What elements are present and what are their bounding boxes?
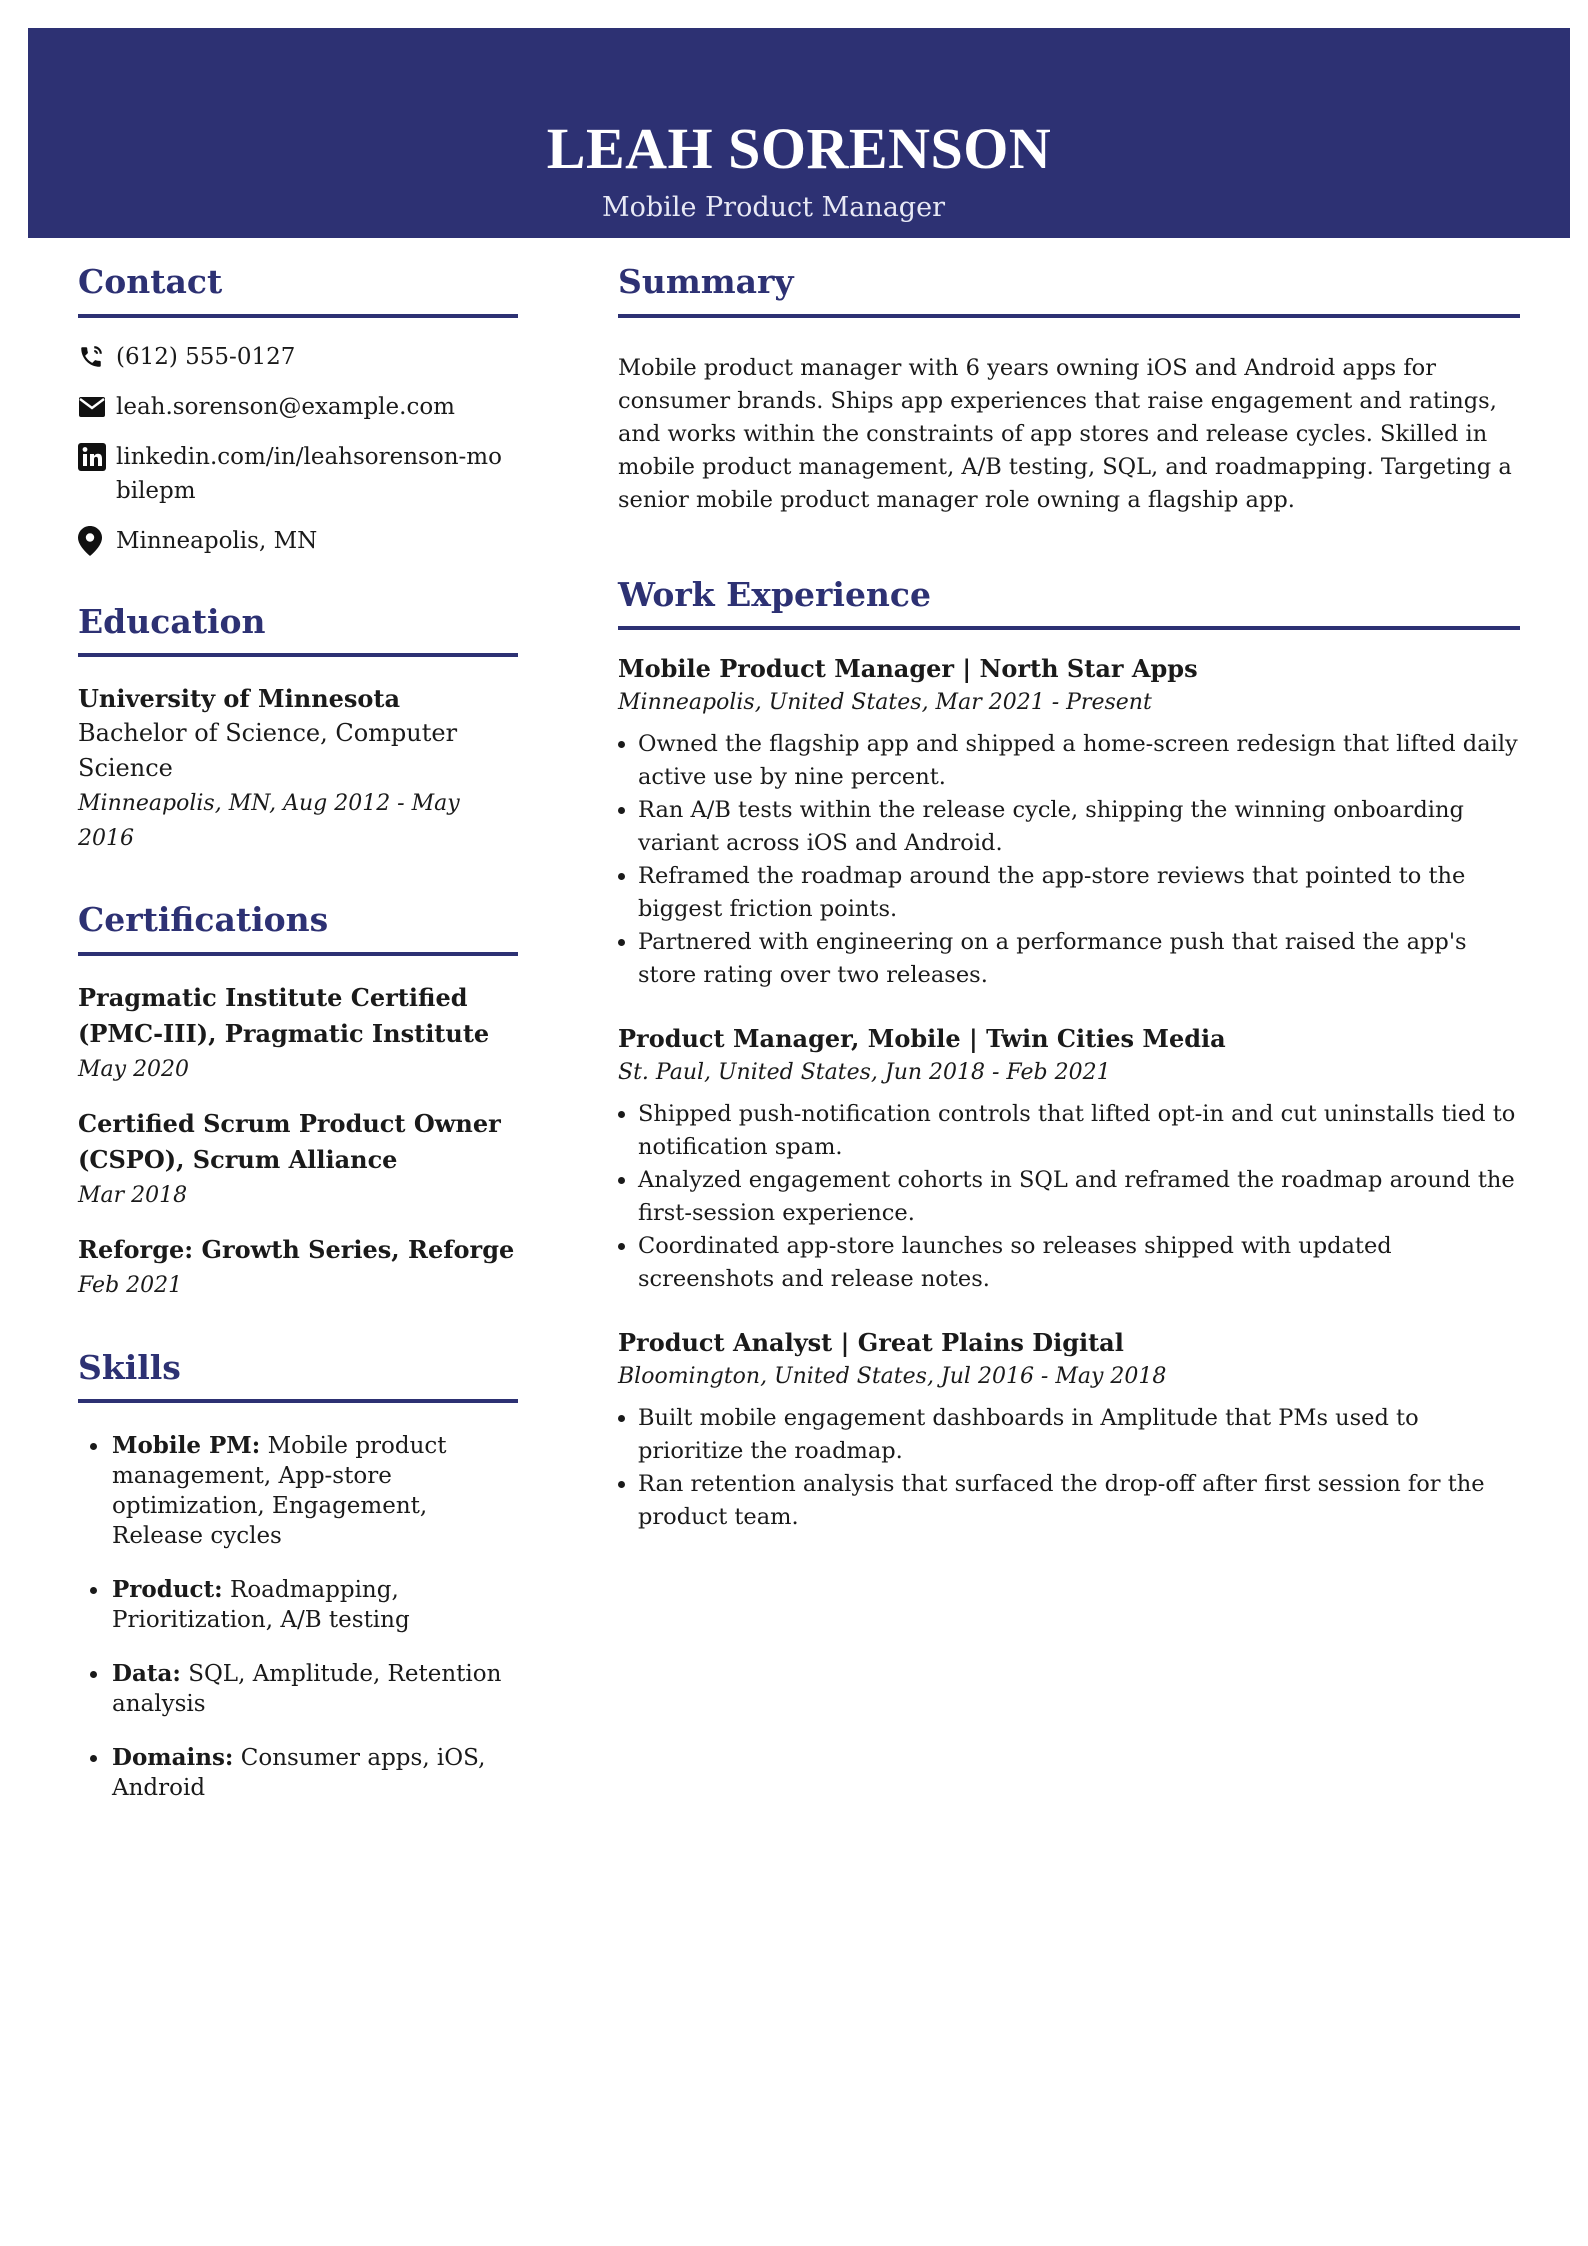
summary-section xyxy=(618,262,1520,517)
certification-date: May 2020 xyxy=(78,1056,190,1082)
certification-date: Mar 2018 xyxy=(78,1182,188,1208)
certification-name: Pragmatic Institute Certified (PMC-III), Pragmatic Institute xyxy=(78,982,490,1048)
job-bullet: • Owned the flagship app and shipped a home-screen redesign that lifted daily active use by nine percent. xyxy=(638,728,1520,794)
certification-item xyxy=(78,1106,518,1214)
skill-label: Domains: xyxy=(112,1744,234,1772)
job-bullet: • Ran retention analysis that surfaced the drop-off after first session for the product team. xyxy=(638,1468,1520,1534)
experience-heading: Work Experience xyxy=(618,575,1520,631)
job-bullets xyxy=(618,728,1520,992)
job-bullet: • Shipped push-notification controls that lifted opt-in and cut uninstalls tied to notification spam. xyxy=(638,1098,1520,1164)
job-entry xyxy=(618,652,1520,992)
job-title: Product Analyst | Great Plains Digital xyxy=(618,1328,1124,1358)
skill-value: Consumer apps, iOS, Android xyxy=(112,1745,486,1802)
job-bullet: • Partnered with engineering on a performance push that raised the app's store rating over two releases. xyxy=(638,926,1520,992)
skill-value: Mobile product management, App-store optimization, Engagement, Release cycles xyxy=(112,1433,447,1550)
phone-text: (612) 555-0127 xyxy=(116,343,296,370)
candidate-title: Mobile Product Manager xyxy=(602,192,945,223)
summary-text: Mobile product manager with 6 years owning iOS and Android apps for consumer brands. Ships app experiences that raise engagement and ratings, and works within the constraints of app stores and release cycles. Skilled in mobile product management, A/B testing, SQL, and roadmapping. Targeting a senior mobile product manager role owning a flagship app. xyxy=(618,354,1512,513)
education-heading: Education xyxy=(78,602,518,658)
map-pin-icon xyxy=(78,524,116,558)
job-title: Mobile Product Manager | North Star Apps xyxy=(618,654,1198,684)
linkedin-text[interactable]: linkedin.com/in/leahsorenson-mobilepm xyxy=(116,443,502,504)
contact-linkedin xyxy=(78,440,518,508)
contact-email xyxy=(78,390,518,424)
skill-item xyxy=(110,1575,518,1635)
skills-section xyxy=(78,1348,518,1804)
job-entry xyxy=(618,1326,1520,1534)
job-entry xyxy=(618,1022,1520,1296)
certification-name: Certified Scrum Product Owner (CSPO), Scrum Alliance xyxy=(78,1108,501,1174)
email-text[interactable]: leah.sorenson@example.com xyxy=(116,393,455,420)
job-bullet: • Built mobile engagement dashboards in Amplitude that PMs used to prioritize the roadmap. xyxy=(638,1402,1520,1468)
linkedin-icon xyxy=(78,440,116,474)
skill-item xyxy=(110,1431,518,1551)
skill-value: Roadmapping, Prioritization, A/B testing xyxy=(112,1577,410,1634)
education-section xyxy=(78,602,518,857)
education-school: University of Minnesota xyxy=(78,684,401,714)
left-column xyxy=(78,262,518,1827)
certification-name: Reforge: Growth Series, Reforge xyxy=(78,1234,515,1264)
skill-item xyxy=(110,1743,518,1803)
certification-date: Feb 2021 xyxy=(78,1272,183,1298)
envelope-icon xyxy=(78,390,116,424)
job-meta: St. Paul, United States, Jun 2018 - Feb 2021 xyxy=(618,1060,1111,1086)
summary-heading: Summary xyxy=(618,262,1520,318)
skill-label: Mobile PM: xyxy=(112,1432,261,1460)
location-text: Minneapolis, MN xyxy=(116,527,318,554)
job-bullet: • Reframed the roadmap around the app-store reviews that pointed to the biggest friction points. xyxy=(638,860,1520,926)
resume-header xyxy=(28,28,1570,238)
candidate-name: LEAH SORENSON xyxy=(546,116,1052,181)
experience-section xyxy=(618,575,1520,1535)
job-bullet: • Ran A/B tests within the release cycle, shipping the winning onboarding variant across iOS and Android. xyxy=(638,794,1520,860)
job-bullet: • Analyzed engagement cohorts in SQL and reframed the roadmap around the first-session experience. xyxy=(638,1164,1520,1230)
right-column xyxy=(618,262,1520,1534)
contact-location xyxy=(78,524,518,558)
certification-item xyxy=(78,980,518,1088)
skills-heading: Skills xyxy=(78,1348,518,1404)
job-meta: Bloomington, United States, Jul 2016 - May 2018 xyxy=(618,1364,1167,1390)
contact-phone xyxy=(78,340,518,374)
certification-item xyxy=(78,1232,518,1304)
education-meta: Minneapolis, MN, Aug 2012 - May 2016 xyxy=(78,791,460,852)
certifications-heading: Certifications xyxy=(78,900,518,956)
job-title: Product Manager, Mobile | Twin Cities Media xyxy=(618,1024,1226,1054)
job-bullets xyxy=(618,1098,1520,1296)
skill-label: Product: xyxy=(112,1576,223,1604)
job-bullet: • Coordinated app-store launches so releases shipped with updated screenshots and release notes. xyxy=(638,1230,1520,1296)
job-meta: Minneapolis, United States, Mar 2021 - Present xyxy=(618,690,1152,716)
skill-value: SQL, Amplitude, Retention analysis xyxy=(112,1661,502,1718)
education-degree: Bachelor of Science, Computer Science xyxy=(78,719,458,783)
certifications-section xyxy=(78,900,518,1304)
job-bullets xyxy=(618,1402,1520,1534)
contact-heading: Contact xyxy=(78,262,518,318)
phone-icon xyxy=(78,340,116,374)
skills-list xyxy=(78,1431,518,1803)
skill-item xyxy=(110,1659,518,1719)
skill-label: Data: xyxy=(112,1660,181,1688)
contact-section xyxy=(78,262,518,558)
